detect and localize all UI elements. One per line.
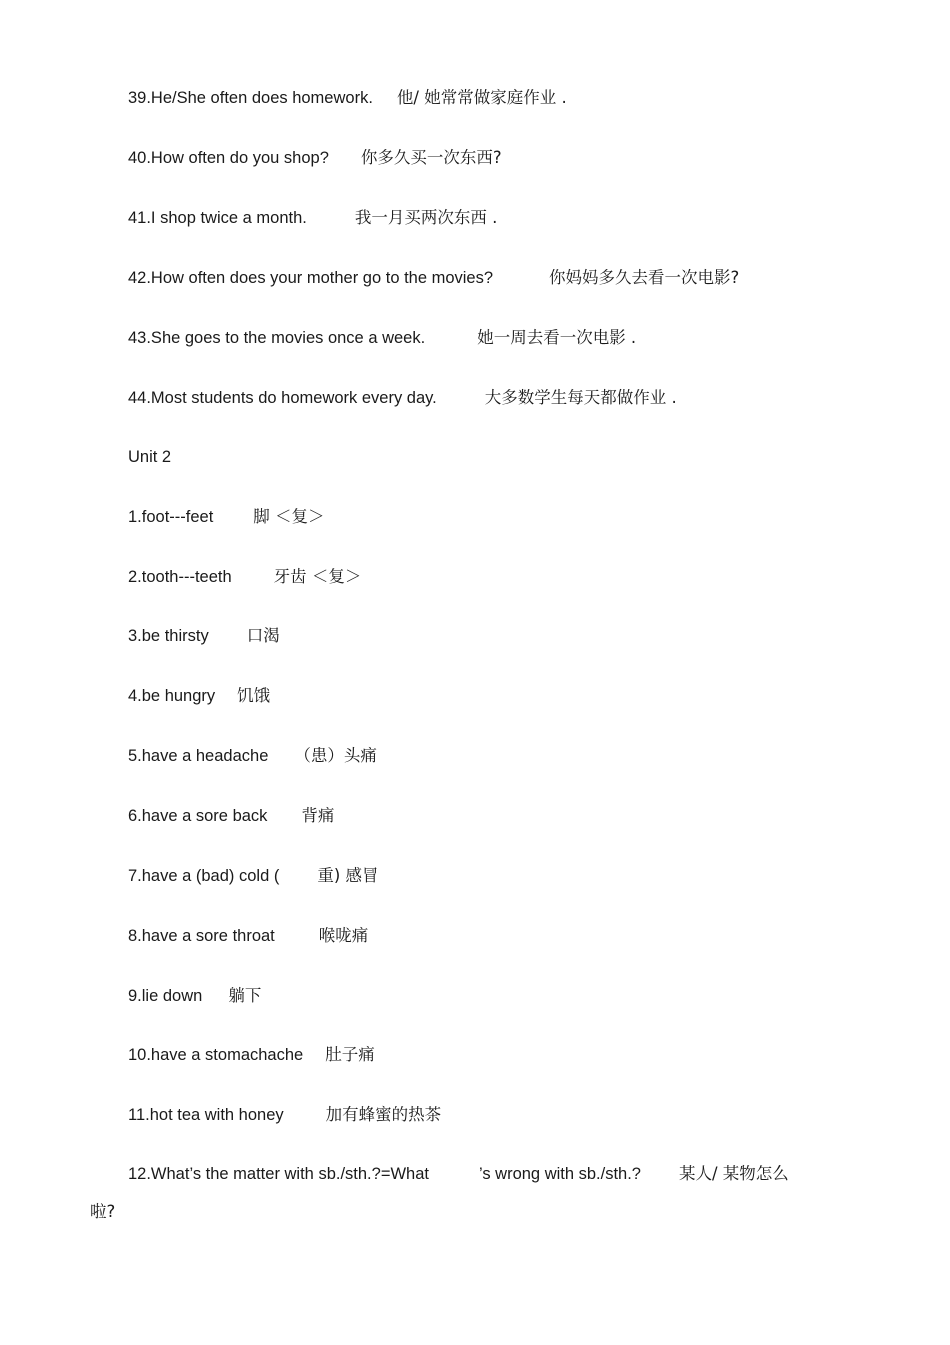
chinese-text-continuation: 啦? <box>90 1202 116 1221</box>
english-text: 10.have a stomachache <box>128 1046 304 1064</box>
english-text: 1.foot---feet <box>128 508 214 526</box>
list-item <box>128 626 280 646</box>
list-item <box>128 268 739 288</box>
english-text: 5.have a headache <box>128 747 269 765</box>
list-item <box>128 986 261 1006</box>
chinese-text: 我一月买两次东西 . <box>354 208 498 227</box>
chinese-text: 大多数学生每天都做作业 . <box>484 388 677 407</box>
list-item <box>128 88 567 108</box>
chinese-text: 脚 ＜复＞ <box>253 507 325 526</box>
chinese-text: 饥饿 <box>237 686 271 705</box>
english-text: 40.How often do you shop? <box>128 149 329 167</box>
chinese-text: 他/ 她常常做家庭作业 . <box>396 88 567 107</box>
chinese-text: 她一周去看一次电影 . <box>477 328 637 347</box>
english-text: 6.have a sore back <box>128 807 268 825</box>
list-item <box>128 208 497 228</box>
chinese-text: 背痛 <box>301 806 335 825</box>
english-text: 3.be thirsty <box>128 627 209 645</box>
english-text-part2: ’s the matter with sb./sth.?=What <box>189 1165 429 1183</box>
chinese-text: 躺下 <box>228 986 262 1005</box>
list-item <box>128 1105 441 1125</box>
list-item <box>128 806 334 826</box>
list-item <box>128 388 677 408</box>
english-text: 43.She goes to the movies once a week. <box>128 329 426 347</box>
chinese-text: 牙齿 ＜复＞ <box>273 567 362 586</box>
english-text: 2.tooth---teeth <box>128 568 232 586</box>
list-item <box>128 746 377 766</box>
list-item <box>128 148 502 168</box>
english-text: 11.hot tea with honey <box>128 1106 284 1124</box>
chinese-text: 喉咙痛 <box>318 926 369 945</box>
chinese-text: 你多久买一次东西? <box>360 148 502 167</box>
section-heading: Unit 2 <box>128 448 172 466</box>
english-text-part1: 12.What <box>128 1165 190 1183</box>
english-text: 8.have a sore throat <box>128 927 275 945</box>
chinese-text: 你妈妈多久去看一次电影? <box>549 268 740 287</box>
list-item <box>128 507 325 527</box>
english-text: 41.I shop twice a month. <box>128 209 307 227</box>
english-text-part3: ’s wrong with sb./sth.? <box>478 1165 641 1183</box>
chinese-text: 重) 感冒 <box>317 866 379 885</box>
english-text: 39.He/She often does homework. <box>128 89 373 107</box>
list-item <box>128 328 636 348</box>
list-item <box>128 1045 375 1065</box>
english-text: 9.lie down <box>128 987 203 1005</box>
chinese-text: 肚子痛 <box>325 1045 375 1064</box>
list-item <box>128 567 361 587</box>
list-item <box>128 926 368 946</box>
list-item <box>128 686 270 706</box>
english-text: 42.How often does your mother go to the movies? <box>128 269 494 287</box>
chinese-text: 某人/ 某物怎么 <box>679 1164 789 1183</box>
list-item <box>128 1164 789 1184</box>
chinese-text: 加有蜂蜜的热茶 <box>325 1105 442 1124</box>
list-item <box>128 866 379 886</box>
english-text: 44.Most students do homework every day. <box>128 389 437 407</box>
chinese-text: 口渴 <box>246 626 280 645</box>
english-text: 7.have a (bad) cold ( <box>128 867 280 885</box>
english-text: 4.be hungry <box>128 687 216 705</box>
chinese-text: （患）头痛 <box>294 746 377 765</box>
